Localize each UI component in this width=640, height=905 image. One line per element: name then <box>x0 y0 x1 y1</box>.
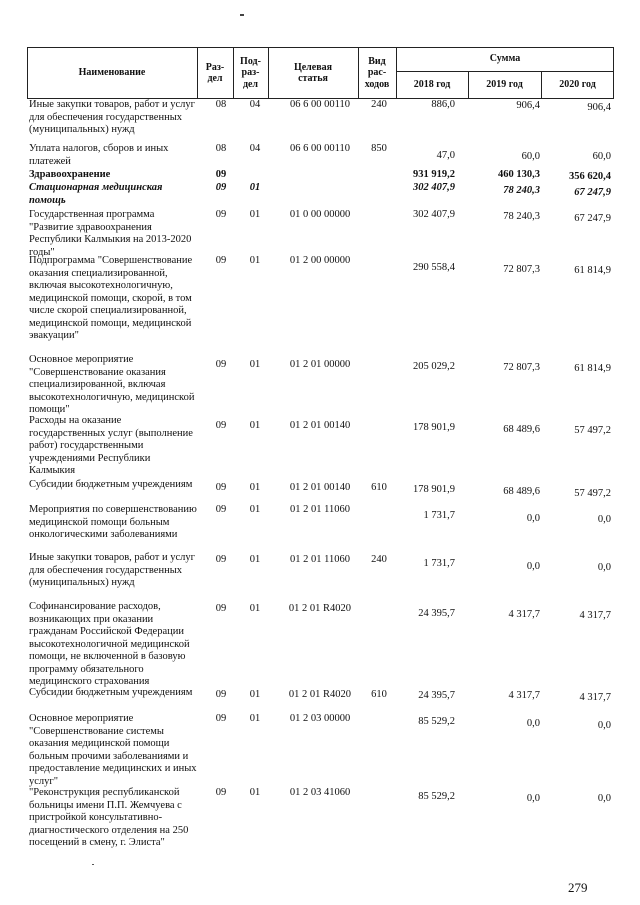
row-section: 09 <box>215 420 227 431</box>
row-subsection: 01 <box>249 713 261 724</box>
row-section: 09 <box>215 182 227 193</box>
page-number: 279 <box>568 880 588 895</box>
row-sum-2018: 302 407,9 <box>413 209 455 220</box>
row-sum-2020: 4 317,7 <box>579 610 611 621</box>
row-section: 09 <box>215 603 227 614</box>
row-target: 06 6 00 00110 <box>290 99 350 110</box>
row-sum-2020: 0,0 <box>597 514 611 525</box>
row-target: 01 2 01 11060 <box>290 554 350 565</box>
row-name: Софинансирование расходов, возникающих при оказании гражданам Российской Федерации высокотехнологичной медицинской помощи, не включенной в базовую программу обязательного медицинского страхования <box>29 601 190 687</box>
row-name: Здравоохранение <box>29 169 111 180</box>
row-sum-2019: 4 317,7 <box>508 609 540 620</box>
row-expense-type: 850 <box>371 143 387 154</box>
row-name: Иные закупки товаров, работ и услуг для обеспечения государственных (муниципальных) нужд <box>29 552 195 588</box>
row-section: 08 <box>215 143 227 154</box>
row-sum-2018: 178 901,9 <box>413 484 455 495</box>
row-sum-2018: 85 529,2 <box>418 716 455 727</box>
row-subsection: 01 <box>249 603 261 614</box>
row-section: 09 <box>215 787 227 798</box>
row-sum-2018: 47,0 <box>436 150 455 161</box>
header-year-2020: 2020 год <box>559 79 596 91</box>
row-sum-2020: 57 497,2 <box>574 488 611 499</box>
row-sum-2020: 67 247,9 <box>574 213 611 224</box>
row-subsection: 01 <box>249 482 261 493</box>
row-section: 09 <box>215 713 227 724</box>
header-subsection: Под- раз- дел <box>240 55 261 90</box>
row-expense-type: 610 <box>371 482 387 493</box>
row-sum-2018: 24 395,7 <box>418 690 455 701</box>
row-sum-2019: 906,4 <box>516 100 540 111</box>
row-sum-2019: 68 489,6 <box>503 424 540 435</box>
row-expense-type: 240 <box>371 99 387 110</box>
header-year-2019: 2019 год <box>486 79 523 91</box>
row-sum-2018: 302 407,9 <box>413 182 455 193</box>
header-section: Раз- дел <box>205 61 225 84</box>
row-section: 09 <box>215 255 227 266</box>
row-sum-2020: 61 814,9 <box>574 363 611 374</box>
row-sum-2020: 61 814,9 <box>574 265 611 276</box>
row-section: 09 <box>215 689 227 700</box>
row-sum-2019: 0,0 <box>526 793 540 804</box>
row-target: 01 2 00 00000 <box>289 255 351 266</box>
row-name: Стационарная медицинская помощь <box>29 182 163 206</box>
row-sum-2020: 4 317,7 <box>579 692 611 703</box>
row-target: 01 2 03 41060 <box>289 787 351 798</box>
row-section: 09 <box>215 209 227 220</box>
row-section: 09 <box>215 359 227 370</box>
row-sum-2018: 24 395,7 <box>418 608 455 619</box>
header-expense-type: Вид рас- ходов <box>364 55 390 90</box>
row-sum-2020: 0,0 <box>597 720 611 731</box>
row-sum-2019: 0,0 <box>526 718 540 729</box>
header-sum: Сумма <box>489 53 521 65</box>
row-sum-2019: 4 317,7 <box>508 690 540 701</box>
row-name: Мероприятия по совершенствованию медицинской помощи больным онкологическими заболеваниями <box>29 504 197 540</box>
row-sum-2020: 906,4 <box>587 102 611 113</box>
row-sum-2019: 68 489,6 <box>503 486 540 497</box>
row-sum-2019: 0,0 <box>526 561 540 572</box>
row-name: Основное мероприятие "Совершенствование оказания специализированной, включая высокотехнологичную, медицинской помощи" <box>29 354 195 415</box>
header-target: Целевая статья <box>293 61 333 84</box>
header-year-2018: 2018 год <box>413 79 451 91</box>
row-name: Расходы на оказание государственных услуг (выполнение работ) государственными учреждениями Республики Калмыкия <box>29 415 193 476</box>
row-sum-2018: 205 029,2 <box>413 361 455 372</box>
row-sum-2020: 356 620,4 <box>569 171 611 182</box>
row-sum-2018: 931 919,2 <box>413 169 455 180</box>
header-name: Наименование <box>78 67 146 79</box>
row-sum-2018: 886,0 <box>431 99 455 110</box>
row-sum-2020: 57 497,2 <box>574 425 611 436</box>
row-target: 01 2 01 00140 <box>289 420 351 431</box>
row-sum-2019: 78 240,3 <box>503 211 540 222</box>
row-name: Государственная программа "Развитие здравоохранения Республики Калмыкия на 2013-2020 годы" <box>29 209 192 258</box>
row-subsection: 04 <box>249 143 261 154</box>
row-subsection: 04 <box>249 99 261 110</box>
row-name: "Реконструкция республиканской больницы имени П.П. Жемчуева с пристройкой консультативно-диагностического отделения на 250 посещений в смену, г. Элиста" <box>29 787 189 848</box>
row-name: Субсидии бюджетным учреждениям <box>29 479 193 490</box>
row-subsection: 01 <box>249 255 261 266</box>
row-expense-type: 240 <box>371 554 387 565</box>
row-sum-2018: 85 529,2 <box>418 791 455 802</box>
row-section: 09 <box>215 504 227 515</box>
row-sum-2020: 60,0 <box>592 151 611 162</box>
row-subsection: 01 <box>249 689 261 700</box>
row-sum-2018: 1 731,7 <box>423 558 455 569</box>
row-subsection: 01 <box>249 182 261 193</box>
row-target: 01 2 01 R4020 <box>288 603 352 614</box>
scan-mark <box>240 14 244 16</box>
row-subsection: 01 <box>249 787 261 798</box>
row-name: Уплата налогов, сборов и иных платежей <box>29 143 169 167</box>
row-sum-2020: 67 247,9 <box>574 187 611 198</box>
table-header <box>27 47 614 99</box>
row-target: 01 2 01 00140 <box>289 482 351 493</box>
row-sum-2018: 1 731,7 <box>423 510 455 521</box>
row-target: 01 0 00 00000 <box>289 209 351 220</box>
row-expense-type: 610 <box>371 689 387 700</box>
row-target: 01 2 03 00000 <box>289 713 351 724</box>
row-sum-2019: 72 807,3 <box>503 264 540 275</box>
row-sum-2019: 60,0 <box>521 151 540 162</box>
row-sum-2019: 460 130,3 <box>498 169 540 180</box>
row-target: 01 2 01 R4020 <box>288 689 352 700</box>
row-section: 09 <box>215 554 227 565</box>
row-name: Иные закупки товаров, работ и услуг для обеспечения государственных (муниципальных) нужд <box>29 99 195 135</box>
row-target: 06 6 00 00110 <box>290 143 350 154</box>
row-name: Субсидии бюджетным учреждениям <box>29 687 193 698</box>
row-subsection: 01 <box>249 554 261 565</box>
row-sum-2020: 0,0 <box>597 793 611 804</box>
row-sum-2019: 72 807,3 <box>503 362 540 373</box>
row-sum-2020: 0,0 <box>597 562 611 573</box>
row-sum-2019: 78 240,3 <box>503 185 540 196</box>
row-name: Основное мероприятие "Совершенствование системы оказания медицинской помощи больным прочими заболеваниями и предоставление медицинских и иных услуг" <box>29 713 197 787</box>
row-subsection: 01 <box>249 420 261 431</box>
row-name: Подпрограмма "Совершенствование оказания специализированной, включая высокотехнологичную, медицинской помощи, скорой, в том числе скорой специализированной, медицинской помощи, медицинской эвакуации" <box>29 255 193 341</box>
row-section: 08 <box>215 99 227 110</box>
row-target: 01 2 01 11060 <box>290 504 350 515</box>
row-section: 09 <box>215 169 227 180</box>
row-section: 09 <box>215 482 227 493</box>
row-subsection: 01 <box>249 504 261 515</box>
row-sum-2019: 0,0 <box>526 513 540 524</box>
row-subsection: 01 <box>249 359 261 370</box>
row-sum-2018: 178 901,9 <box>413 422 455 433</box>
row-sum-2018: 290 558,4 <box>413 262 455 273</box>
row-subsection: 01 <box>249 209 261 220</box>
scan-mark <box>92 864 94 865</box>
row-target: 01 2 01 00000 <box>289 359 351 370</box>
